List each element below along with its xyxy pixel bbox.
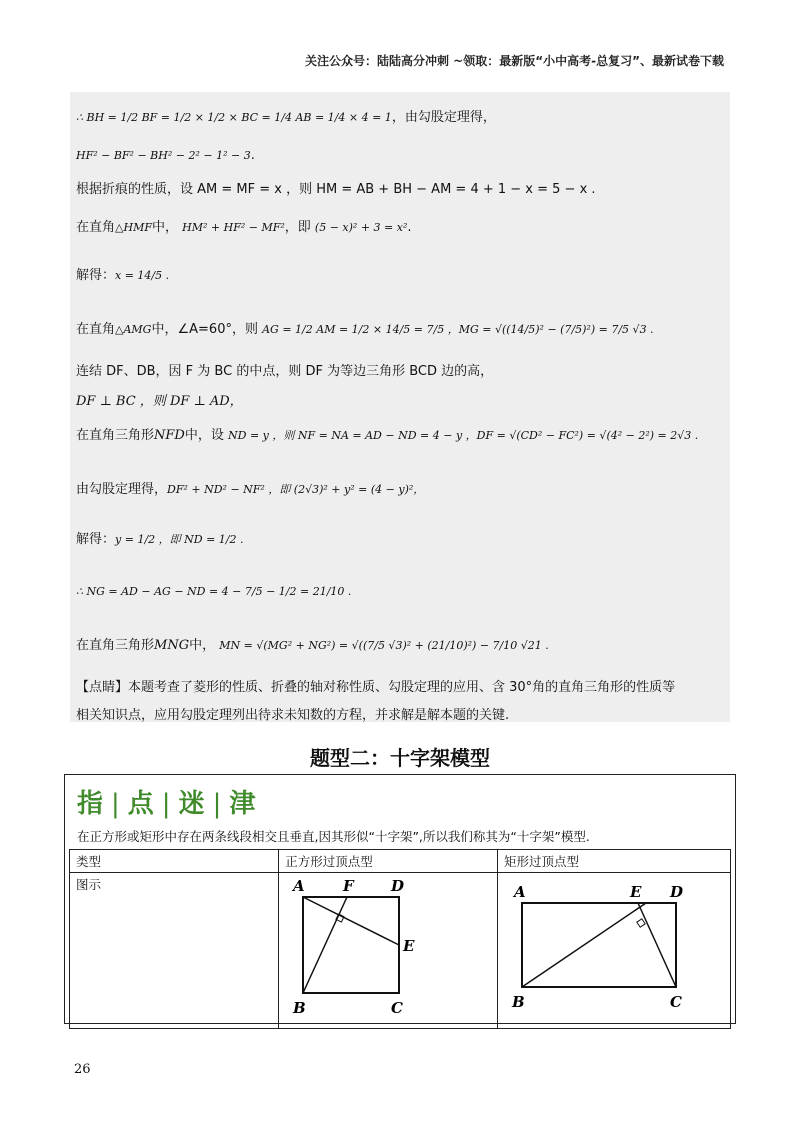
solution-line-13 — [76, 634, 549, 653]
math-expression: MN = √(MG² + NG²) = √((7/5 √3)² + (21/10)²) − 7/10 √21 . — [219, 639, 549, 652]
banner-char: 迷 — [178, 789, 207, 819]
solution-line-5 — [76, 264, 169, 283]
solution-line-2: HF² − BF² − BH² − 2² − 1² − 3. — [76, 148, 255, 163]
point-label: B — [293, 999, 306, 1017]
comment-line-1: 【点睛】本题考查了菱形的性质、折叠的轴对称性质、勾股定理的应用、含 30°角的直角三角形的性质等 — [76, 680, 676, 695]
math-expression: x = 14/5 . — [115, 269, 170, 282]
math-expression: ∴ NG = AD − AG − ND = 4 − 7/5 − 1/2 = 21/10 . — [76, 585, 352, 598]
solution-line-1 — [76, 106, 496, 125]
point-label: F — [343, 877, 354, 895]
math-expression: HM² + HF² − MF² — [182, 221, 285, 234]
point-label: C — [670, 993, 682, 1011]
point-label: D — [391, 877, 405, 895]
text: 在直角三角形 — [76, 428, 155, 443]
math-expression: DF ⊥ BC ，则 DF ⊥ AD， — [76, 394, 243, 409]
table-header: 正方形过顶点型 — [279, 850, 498, 873]
row-label: 图示 — [70, 873, 279, 1029]
square-figure-cell — [279, 873, 498, 1029]
text: 中， — [151, 220, 178, 235]
solution-line-9 — [76, 424, 698, 443]
triangle-label: NFD — [154, 428, 185, 443]
table-header: 矩形过顶点型 — [498, 850, 731, 873]
point-label: A — [514, 883, 526, 901]
tips-intro: 在正方形或矩形中存在两条线段相交且垂直,因其形似“十字架”,所以我们称其为“十字架”模型. — [77, 829, 590, 844]
text: ，由勾股定理得， — [391, 110, 496, 125]
page-header: 关注公众号：陆陆高分冲刺 ~领取：最新版“小中高考-总复习”、最新试卷下载 — [305, 54, 724, 68]
solution-line-11 — [76, 528, 244, 547]
point-label: B — [512, 993, 525, 1011]
point-label: E — [630, 883, 642, 901]
section-title: 题型二：十字架模型 — [310, 746, 490, 770]
math-expression: HF² − BF² − BH² − 2² − 1² − 3 — [76, 149, 251, 162]
point-label: A — [293, 877, 305, 895]
math-expression: AG = 1/2 AM = 1/2 × 14/5 = 7/5 ，MG = √((14/5)² − (7/5)²) = 7/5 √3 . — [262, 323, 654, 336]
text: 中， — [189, 638, 216, 653]
point-label: D — [670, 883, 684, 901]
math-expression: y = 1/2 ，即 ND = 1/2 . — [115, 533, 244, 546]
text: 解得： — [76, 532, 116, 547]
math-expression: ND = y ，则 NF = NA = AD − ND = 4 − y ，DF = √(CD² − FC²) = √(4² − 2²) = 2√3 . — [228, 429, 699, 442]
solution-line-4: 在直角△HMF中， HM² + HF² − MF²，即 (5 − x)² + 3 = x². — [76, 220, 412, 235]
banner-char: 指 — [77, 789, 106, 819]
triangle-label: MNG — [154, 638, 190, 653]
square-vertex-diagram — [285, 875, 485, 1023]
math-expression: ∴ BH = 1/2 BF = 1/2 × 1/2 × BC = 1/4 AB = 1/4 × 4 = 1 — [76, 111, 392, 124]
text: 中，∠A=60°，则 — [151, 322, 258, 337]
triangle-label: △AMG — [115, 323, 152, 336]
solution-line-3: 根据折痕的性质，设 AM = MF = x ，则 HM = AB + BH − AM = 4 + 1 − x = 5 − x . — [76, 182, 596, 197]
text: ，即 — [284, 220, 311, 235]
rectangle-vertex-diagram — [504, 875, 724, 1023]
solution-line-10 — [76, 478, 424, 497]
solution-line-8 — [76, 390, 243, 409]
page-number: 26 — [74, 1062, 91, 1077]
text: 由勾股定理得， — [76, 482, 168, 497]
point-label: C — [391, 999, 404, 1017]
table-row — [70, 873, 731, 1029]
solution-line-12 — [76, 584, 351, 599]
tips-box — [64, 774, 736, 1024]
point-label: E — [403, 937, 415, 955]
solution-line-6 — [76, 318, 654, 337]
banner-char: 津 — [229, 789, 258, 819]
triangle-label: △HMF — [115, 221, 152, 234]
rect-figure-cell — [498, 873, 731, 1029]
text: 在直角 — [76, 220, 116, 235]
text: 中，设 — [184, 428, 224, 443]
math-expression: DF² + ND² − NF² ，即 (2√3)² + y² = (4 − y)²， — [167, 483, 425, 496]
banner-char: 点 — [127, 789, 156, 819]
tips-banner: 指 | 点 | 迷 | 津 — [77, 789, 258, 819]
solution-line-7: 连结 DF、DB，因 F 为 BC 的中点，则 DF 为等边三角形 BCD 边的高， — [76, 364, 494, 379]
math-expression: (5 − x)² + 3 = x² — [314, 221, 408, 234]
model-table — [69, 849, 731, 1029]
text: 在直角 — [76, 322, 116, 337]
table-header: 类型 — [70, 850, 279, 873]
table-header-row — [70, 850, 731, 873]
comment-line-2: 相关知识点，应用勾股定理列出待求未知数的方程，并求解是解本题的关键. — [76, 708, 510, 723]
text: 在直角三角形 — [76, 638, 155, 653]
text: 解得： — [76, 268, 116, 283]
